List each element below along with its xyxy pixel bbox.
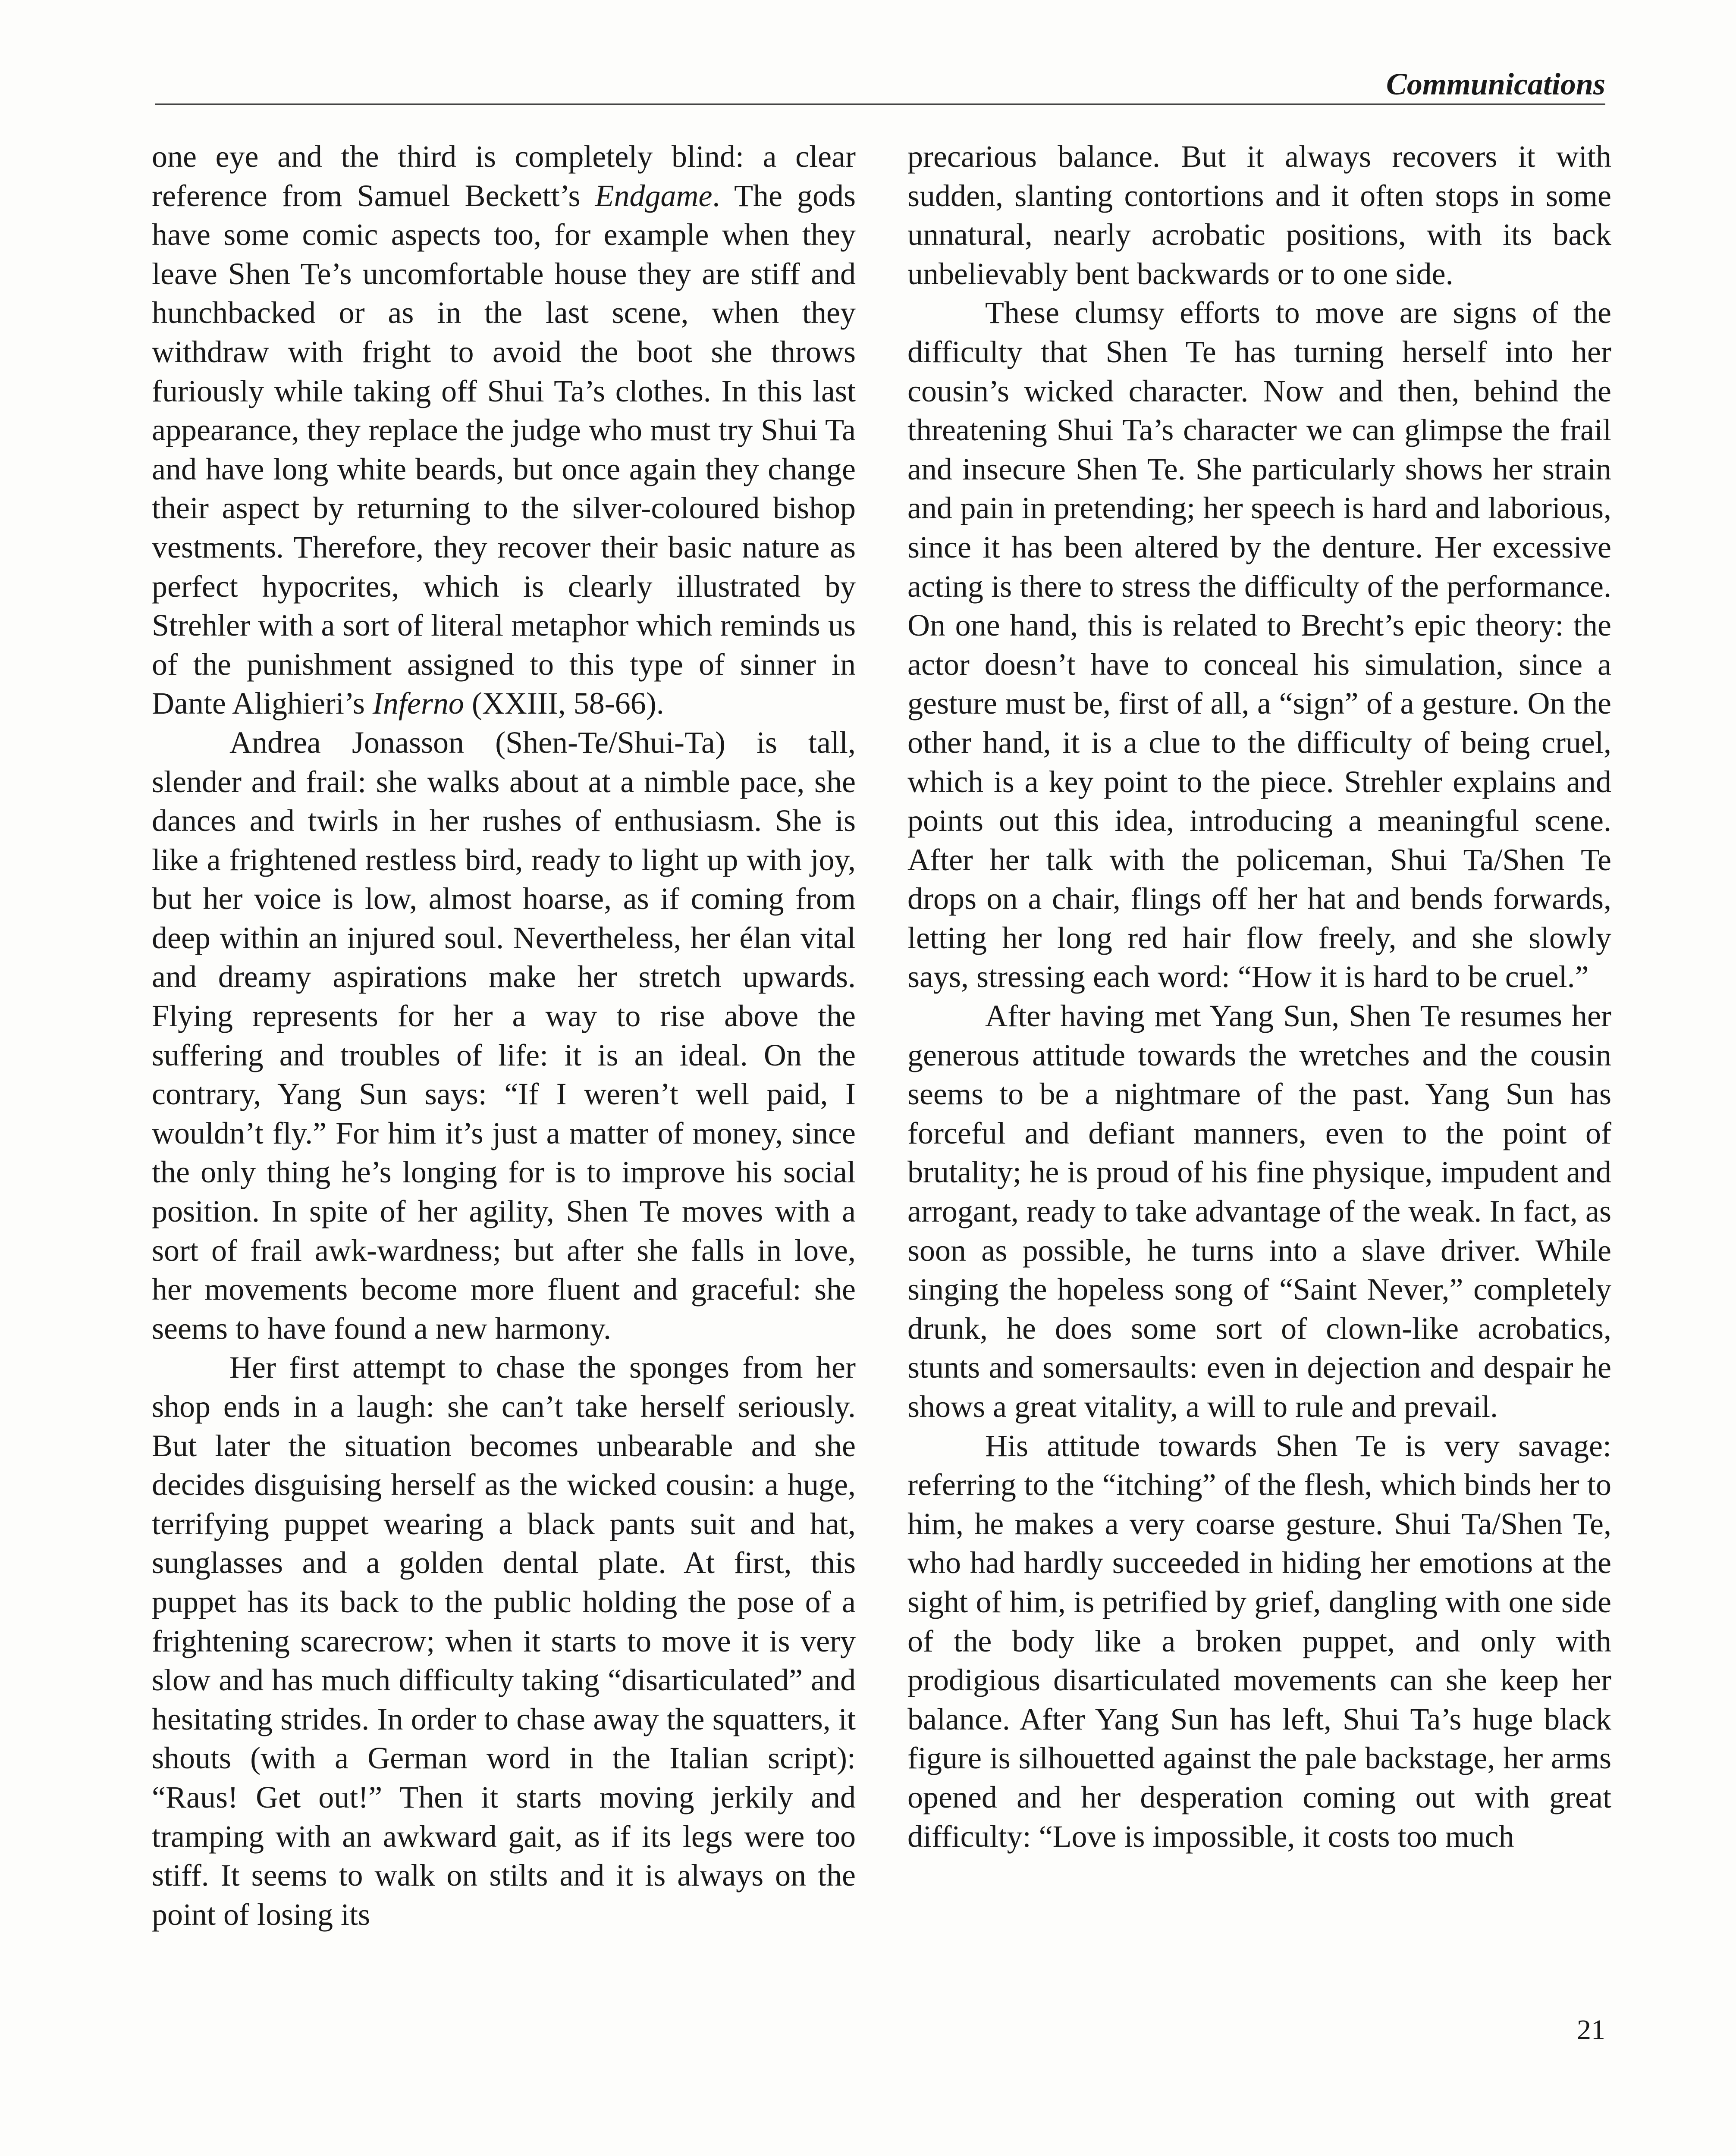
paragraph: Her first attempt to chase the sponges from her shop ends in a laugh: she can’t take herself seriously. But later the situation becomes unbearable and she decides disguising herself as the wicked cousin: a huge, terrifying puppet wearing a black pants suit and hat, sunglasses and a golden dental plate. At first, this puppet has its back to the public holding the pose of a frightening scarecrow; when it starts to move it is very slow and has much difficulty taking “disarticulated” and hesitating strides. In order to chase away the squatters, it shouts (with a German word in the Italian script): “Raus! Get out!” Then it starts moving jerkily and tramping with an awkward gait, as if its legs were too stiff. It seems to walk on stilts and it is always on the point of losing its	[152, 1350, 856, 1932]
italic-title: Endgame	[595, 178, 713, 213]
paragraph	[152, 137, 856, 723]
paragraph-text: (XXIII, 58-66).	[464, 686, 664, 721]
right-column	[907, 137, 1611, 2052]
left-column	[152, 137, 856, 2052]
paragraph: After having met Yang Sun, Shen Te resumes her generous attitude towards the wretches and the cousin seems to be a nightmare of the past. Yang Sun has forceful and defiant manners, even to the point of brutality; he is proud of his fine physique, impudent and arrogant, ready to take advantage of the weak. In fact, as soon as possible, he turns into a slave driver. While singing the hopeless song of “Saint Never,” completely drunk, he does some sort of clown-like acrobatics, stunts and somersaults: even in dejection and despair he shows a great vitality, a will to rule and prevail.	[907, 999, 1611, 1424]
paragraph-text: one eye and the third is completely blind: a clear reference from Samuel Beckett’s	[152, 139, 856, 213]
italic-title: Inferno	[372, 686, 464, 721]
paragraph: precarious balance. But it always recovers it with sudden, slanting contortions and it often stops in some unnatural, nearly acrobatic positions, with its back unbelievably bent backwards or to one side.	[907, 139, 1611, 291]
header-rule	[155, 103, 1605, 105]
paragraph: These clumsy efforts to move are signs of the difficulty that Shen Te has turning herself into her cousin’s wicked character. Now and then, behind the threatening Shui Ta’s character we can glimpse the frail and insecure Shen Te. She particularly shows her strain and pain in pretending; her speech is hard and laborious, since it has been altered by the denture. Her excessive acting is there to stress the difficulty of the performance. On one hand, this is related to Brecht’s epic theory: the actor doesn’t have to conceal his simulation, since a gesture must be, first of all, a “sign” of a gesture. On the other hand, it is a clue to the difficulty of being cruel, which is a key point to the piece. Strehler explains and points out this idea, introducing a meaningful scene. After her talk with the policeman, Shui Ta/Shen Te drops on a chair, flings off her hat and bends forwards, letting her long red hair flow freely, and she slowly says, stressing each word: “How it is hard to be cruel.”	[907, 295, 1611, 994]
paragraph: Andrea Jonasson (Shen-Te/Shui-Ta) is tall, slender and frail: she walks about at a nimble pace, she dances and twirls in her rushes of enthusiasm. She is like a frightened restless bird, ready to light up with joy, but her voice is low, almost hoarse, as if coming from deep within an injured soul. Nevertheless, her élan vital and dreamy aspirations make her stretch upwards. Flying represents for her a way to rise above the suffering and troubles of life: it is an ideal. On the contrary, Yang Sun says: “If I weren’t well paid, I wouldn’t fly.” For him it’s just a matter of money, since the only thing he’s longing for is to improve his social position. In spite of her agility, Shen Te moves with a sort of frail awk-wardness; but after she falls in love, her movements become more fluent and graceful: she seems to have found a new harmony.	[152, 725, 856, 1346]
paragraph-text: . The gods have some comic aspects too, for example when they leave Shen Te’s uncomfortable house they are stiff and hunchbacked or as in the last scene, when they withdraw with fright to avoid the boot she throws furiously while taking off Shui Ta’s clothes. In this last appearance, they replace the judge who must try Shui Ta and have long white beards, but once again they change their aspect by returning to the silver-coloured bishop vestments. Therefore, they recover their basic nature as perfect hypocrites, which is clearly illustrated by Strehler with a sort of literal metaphor which reminds us of the punishment assigned to this type of sinner in Dante Alighieri’s	[152, 178, 856, 721]
paragraph: His attitude towards Shen Te is very savage: referring to the “itching” of the flesh, which binds her to him, he makes a very coarse gesture. Shui Ta/Shen Te, who had hardly succeeded in hiding her emotions at the sight of him, is petrified by grief, dangling with one side of the body like a broken puppet, and only with prodigious disarticulated movements can she keep her balance. After Yang Sun has left, Shui Ta’s huge black figure is silhouetted against the pale backstage, her arms opened and her desperation coming out with great difficulty: “Love is impossible, it costs too much	[907, 1428, 1611, 1854]
running-head: Communications	[1386, 67, 1605, 101]
page-number: 21	[1577, 2014, 1605, 2046]
